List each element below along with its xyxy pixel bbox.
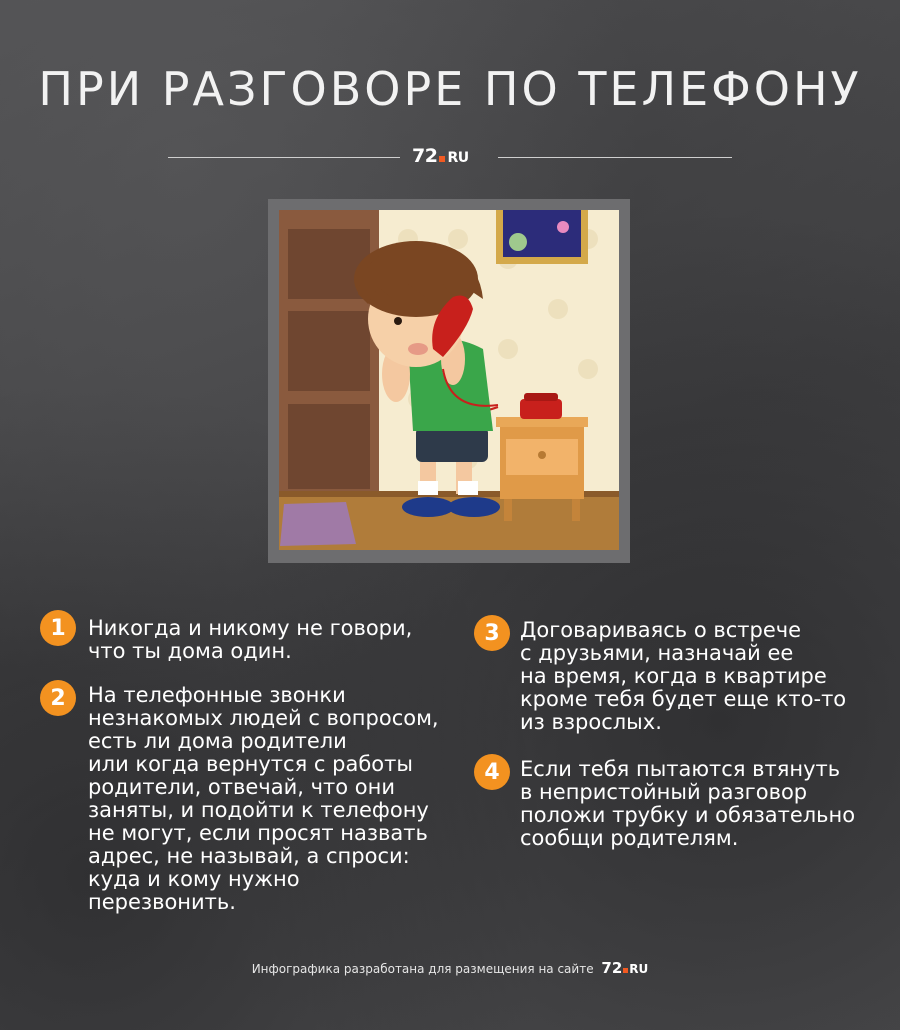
footer-credit bbox=[0, 959, 900, 977]
footer-logo-dot bbox=[623, 968, 628, 973]
footer-logo[interactable] bbox=[601, 959, 648, 977]
step-2-line: родители, отвечай, что они bbox=[88, 775, 395, 799]
footer-logo-suffix: RU bbox=[629, 962, 649, 976]
divider-right bbox=[498, 157, 732, 158]
logo-dot bbox=[439, 156, 445, 162]
step-1-text bbox=[88, 617, 412, 663]
step-2-line: не могут, если просят назвать bbox=[88, 821, 428, 845]
step-3-line: с друзьями, назначай ее bbox=[520, 641, 794, 665]
step-number-badge: 3 bbox=[474, 615, 510, 651]
step-3-text bbox=[520, 619, 846, 734]
step-4-line: Если тебя пытаются втянуть bbox=[520, 757, 841, 781]
step-2-line: перезвонить. bbox=[88, 890, 236, 914]
step-2-line: заняты, и подойти к телефону bbox=[88, 798, 429, 822]
step-2-line: На телефонные звонки bbox=[88, 683, 346, 707]
footer-logo-number: 72 bbox=[601, 959, 623, 977]
brand-logo[interactable] bbox=[412, 145, 469, 167]
step-1-line: Никогда и никому не говори, bbox=[88, 616, 413, 640]
step-2-text bbox=[88, 684, 439, 914]
footer-text: Инфографика разработана для размещения на сайте bbox=[251, 962, 594, 976]
step-3-line: кроме тебя будет еще кто-то bbox=[520, 687, 847, 711]
page-title: ПРИ РАЗГОВОРЕ ПО ТЕЛЕФОНУ bbox=[38, 62, 862, 116]
step-4-line: сообщи родителям. bbox=[520, 826, 739, 850]
step-2-line: незнакомых людей с вопросом, bbox=[88, 706, 439, 730]
step-4-text bbox=[520, 758, 855, 850]
step-number-badge: 2 bbox=[40, 680, 76, 716]
step-4-line: положи трубку и обязательно bbox=[520, 803, 856, 827]
logo-number: 72 bbox=[412, 145, 438, 167]
step-2-line: куда и кому нужно bbox=[88, 867, 300, 891]
step-3-line: Договариваясь о встрече bbox=[520, 618, 802, 642]
step-2-line: адрес, не называй, а спроси: bbox=[88, 844, 410, 868]
step-number-badge: 4 bbox=[474, 754, 510, 790]
step-2-line: есть ли дома родители bbox=[88, 729, 347, 753]
step-3-line: на время, когда в квартире bbox=[520, 664, 827, 688]
divider-left bbox=[168, 157, 400, 158]
logo-suffix: RU bbox=[447, 150, 469, 166]
step-4-line: в непристойный разговор bbox=[520, 780, 808, 804]
boy-on-phone-illustration bbox=[268, 199, 630, 563]
step-1-line: что ты дома один. bbox=[88, 639, 292, 663]
step-2-line: или когда вернутся с работы bbox=[88, 752, 413, 776]
step-3-line: из взрослых. bbox=[520, 710, 662, 734]
step-number-badge: 1 bbox=[40, 610, 76, 646]
